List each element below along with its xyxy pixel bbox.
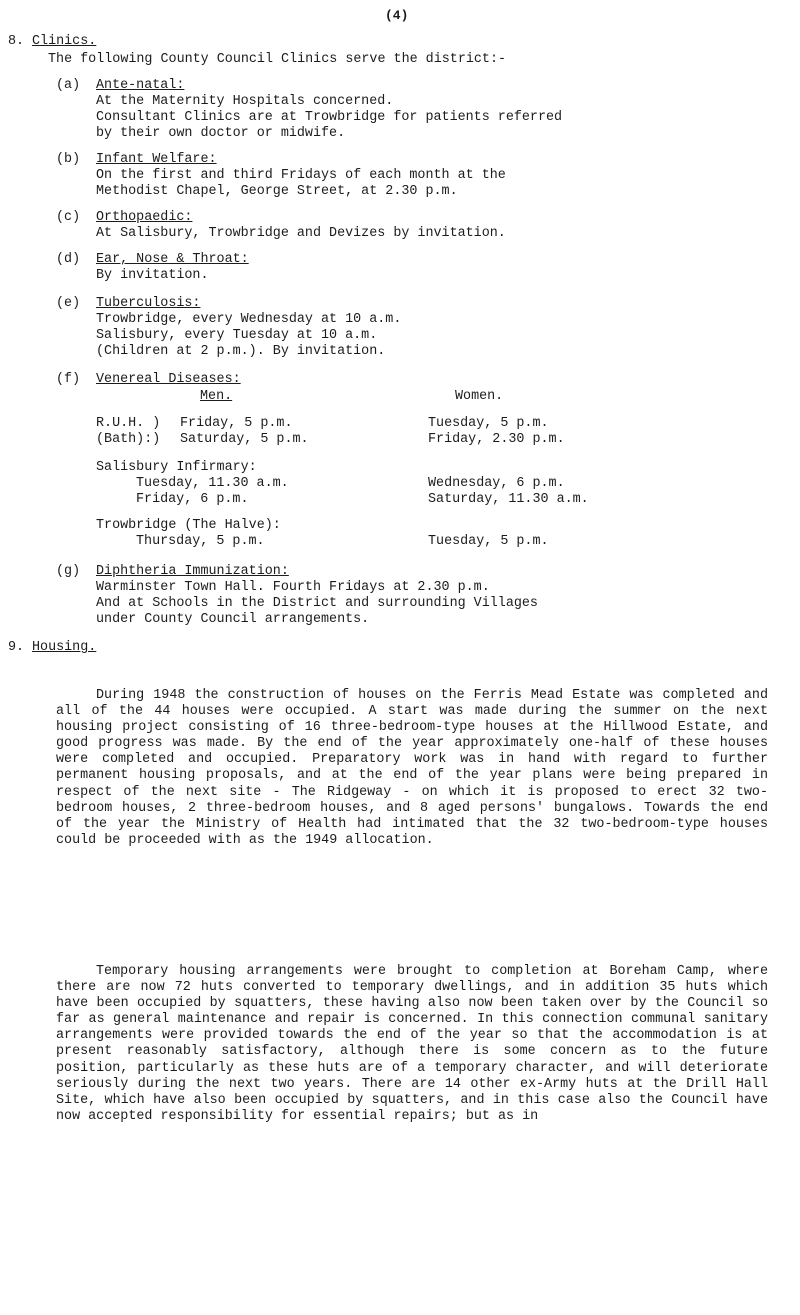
clinic-b-line2: Methodist Chapel, George Street, at 2.30 p.m. (96, 184, 458, 199)
clinic-c-label: (c) (56, 210, 81, 225)
clinic-a-label: (a) (56, 78, 81, 93)
clinic-a-line1: At the Maternity Hospitals concerned. (96, 94, 394, 109)
clinic-a-line2: Consultant Clinics are at Trowbridge for patients referred (96, 110, 563, 125)
vd-ruh-men-2: Saturday, 5 p.m. (180, 432, 309, 447)
housing-paragraph-1 (56, 688, 768, 849)
vd-women-header: Women. (455, 389, 504, 404)
clinic-c-heading: Orthopaedic: (96, 210, 193, 225)
clinic-e-line2: Salisbury, every Tuesday at 10 a.m. (96, 328, 378, 343)
vd-ruh-men-1: Friday, 5 p.m. (180, 416, 293, 431)
clinic-e-heading: Tuberculosis: (96, 296, 201, 311)
vd-salisbury-men-1: Tuesday, 11.30 a.m. (136, 476, 289, 491)
vd-ruh-women-1: Tuesday, 5 p.m. (428, 416, 549, 431)
housing-paragraph-2 (56, 964, 768, 1125)
page-number: (4) (385, 8, 409, 23)
clinic-g-line2: And at Schools in the District and surrounding Villages (96, 596, 538, 611)
housing-paragraph-1-text: During 1948 the construction of houses on the Ferris Mead Estate was completed and all of the 44 houses were occupied. A start was made during the summer on the next housing project consisting of 16 three-bedroom-type houses at the Hillwood Estate, and good progress was made. By the end of the year approximately one-half of these houses were completed and occupied. Preparatory work was in hand with regard to further permanent housing proposals, and at the end of the year plans were being prepared in respect of the next site - The Ridgeway - on which it is proposed to erect 32 two-bedroom houses, 2 three-bedroom houses, and 8 aged persons' bungalows. Towards the end of the year the Ministry of Health had intimated that the 32 two-bedroom-type houses could be proceeded with as the 1949 allocation. (56, 688, 768, 848)
clinic-d-line1: By invitation. (96, 268, 209, 283)
clinic-a-heading: Ante-natal: (96, 78, 185, 93)
vd-salisbury-men-2: Friday, 6 p.m. (136, 492, 249, 507)
clinic-c-line1: At Salisbury, Trowbridge and Devizes by invitation. (96, 226, 506, 241)
clinic-d-heading: Ear, Nose & Throat: (96, 252, 249, 267)
vd-trowbridge-title: Trowbridge (The Halve): (96, 518, 281, 533)
vd-salisbury-women-2: Saturday, 11.30 a.m. (428, 492, 589, 507)
vd-ruh-place-2: (Bath):) (96, 432, 161, 447)
clinic-e-line3: (Children at 2 p.m.). By invitation. (96, 344, 386, 359)
clinic-b-line1: On the first and third Fridays of each month at the (96, 168, 506, 183)
clinic-b-heading: Infant Welfare: (96, 152, 217, 167)
housing-paragraph-2-text: Temporary housing arrangements were brought to completion at Boreham Camp, where there are now 72 huts converted to temporary dwellings, and in addition 35 huts which have been occupied by squatters, these having also now been taken over by the Council so far as general maintenance and repair is concerned. In this connection communal sanitary arrangements were provided towards the end of the year so that the accommodation is at present reasonably satisfactory, although there is some concern as to the future position, particularly as these huts are of a temporary character, and will deteriorate seriously during the next two years. There are 14 other ex-Army huts at the Drill Hall Site, which have also been occupied by squatters, and in this case also the Council have now accepted responsibility for essential repairs; but as in (56, 964, 768, 1124)
vd-trowbridge-men: Thursday, 5 p.m. (136, 534, 265, 549)
clinic-b-label: (b) (56, 152, 81, 167)
clinics-section-title: Clinics. (32, 34, 97, 49)
housing-section-number: 9. (8, 640, 25, 655)
clinic-g-line3: under County Council arrangements. (96, 612, 370, 627)
vd-salisbury-women-1: Wednesday, 6 p.m. (428, 476, 565, 491)
housing-section-title: Housing. (32, 640, 97, 655)
clinics-section-number: 8. (8, 34, 25, 49)
clinic-d-label: (d) (56, 252, 81, 267)
vd-men-header: Men. (200, 389, 233, 404)
clinic-a-line3: by their own doctor or midwife. (96, 126, 346, 141)
clinic-g-line1: Warminster Town Hall. Fourth Fridays at 2.30 p.m. (96, 580, 490, 595)
clinic-f-label: (f) (56, 372, 81, 387)
clinic-e-label: (e) (56, 296, 81, 311)
clinic-e-line1: Trowbridge, every Wednesday at 10 a.m. (96, 312, 402, 327)
clinic-f-heading: Venereal Diseases: (96, 372, 241, 387)
vd-ruh-women-2: Friday, 2.30 p.m. (428, 432, 565, 447)
vd-trowbridge-women: Tuesday, 5 p.m. (428, 534, 549, 549)
clinics-intro: The following County Council Clinics serve the district:- (48, 52, 507, 67)
clinic-g-heading: Diphtheria Immunization: (96, 564, 289, 579)
clinic-g-label: (g) (56, 564, 81, 579)
vd-ruh-place-1: R.U.H. ) (96, 416, 169, 431)
vd-salisbury-title: Salisbury Infirmary: (96, 460, 257, 475)
